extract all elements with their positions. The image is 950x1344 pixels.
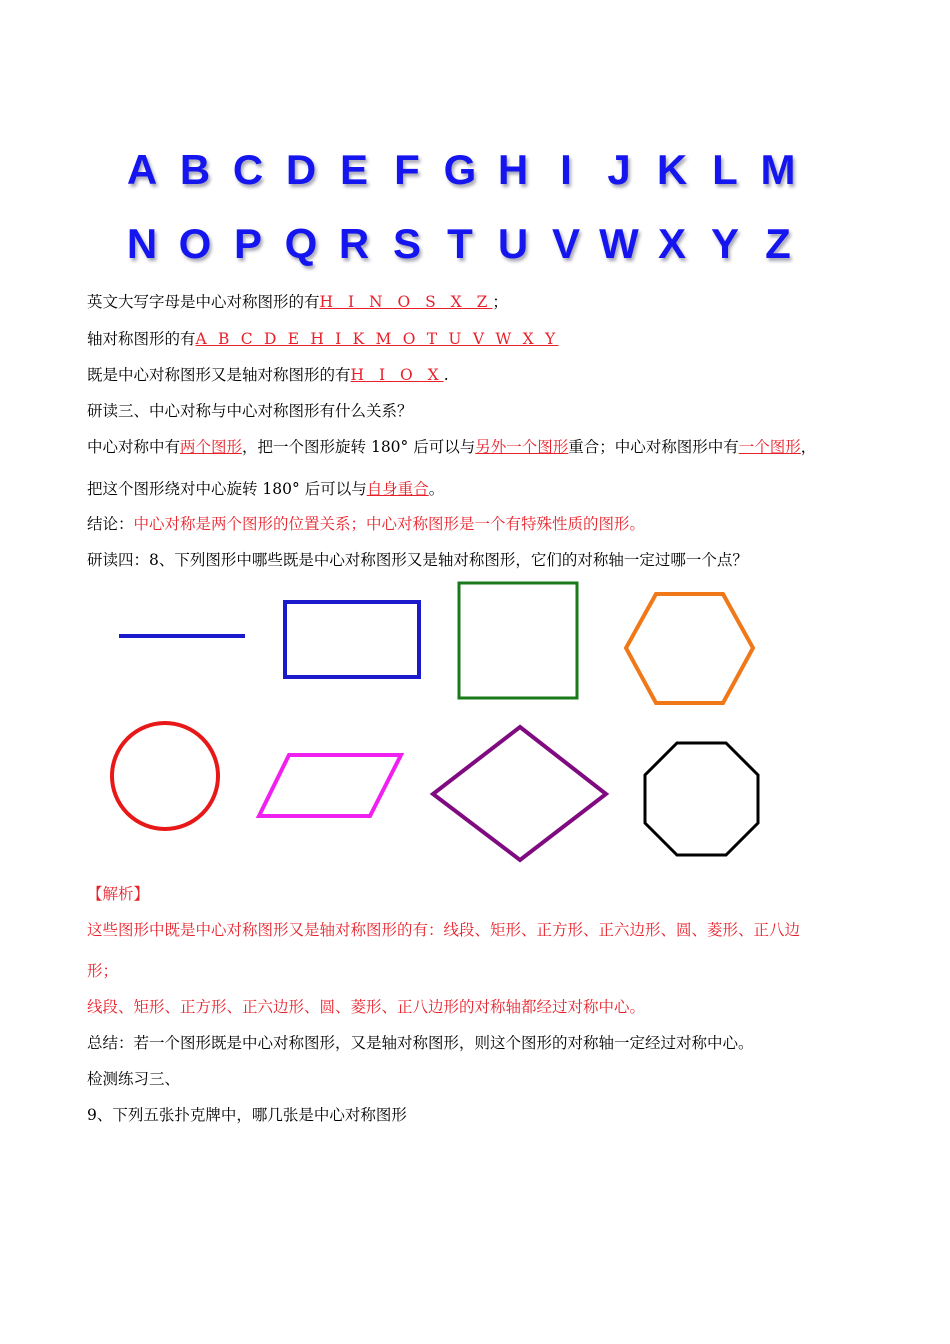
- s3l1-a3: 一个图形: [738, 438, 801, 456]
- study3-title: 研读三、中心对称与中心对称图形有什么关系？: [87, 402, 413, 420]
- s3l1-t1: 中心对称中有: [87, 438, 181, 456]
- letter-V: V: [551, 220, 580, 267]
- letter-D: D: [285, 146, 317, 193]
- letter-G: G: [443, 146, 477, 193]
- letter-A: A: [126, 146, 158, 193]
- circle-shape: [112, 723, 218, 829]
- letter-Q: Q: [284, 220, 318, 267]
- square-shape: [459, 583, 577, 698]
- letter-R: R: [338, 220, 370, 267]
- letter-K: K: [656, 146, 688, 193]
- letter-I: I: [560, 146, 572, 193]
- letter-C: C: [232, 146, 264, 193]
- letter-O: O: [178, 220, 212, 267]
- letter-N: N: [126, 220, 158, 267]
- letter-U: U: [497, 220, 529, 267]
- s3l1-t2: ，把一个图形旋转 180° 后可以与: [242, 438, 476, 456]
- rectangle-shape: [285, 602, 419, 677]
- summary: 总结：若一个图形既是中心对称图形，又是轴对称图形，则这个图形的对称轴一定经过对称中心。: [87, 1034, 754, 1052]
- para1-answer: H I N O S X Z: [319, 293, 493, 311]
- study4-title: 研读四：8、下列图形中哪些既是中心对称图形又是轴对称图形，它们的对称轴一定过哪一个点？: [87, 551, 748, 569]
- letter-M: M: [760, 146, 796, 193]
- letter-Z: Z: [765, 220, 791, 267]
- practice3-title: 检测练习三、: [87, 1070, 181, 1088]
- s3l2-a1: 自身重合: [366, 480, 429, 498]
- s3l1-a1: 两个图形: [180, 438, 243, 456]
- letter-J: J: [607, 146, 631, 193]
- s3l1-a2: 另外一个图形: [475, 438, 569, 456]
- s3l2-t2: 。: [428, 480, 445, 498]
- para3-prefix: 既是中心对称图形又是轴对称图形的有: [87, 366, 351, 384]
- analysis-line2: 形；: [87, 962, 119, 980]
- para2-answer: A B C D E H I K M O T U V W X Y: [195, 330, 559, 348]
- analysis-label: 【解析】: [87, 885, 150, 903]
- analysis-line1: 这些图形中既是中心对称图形又是轴对称图形的有：线段、矩形、正方形、正六边形、圆、菱形、正八边: [87, 921, 801, 939]
- s3l1-t4: ，: [800, 438, 817, 456]
- analysis-line3: 线段、矩形、正方形、正六边形、圆、菱形、正八边形的对称轴都经过对称中心。: [87, 998, 646, 1016]
- letter-B: B: [179, 146, 211, 193]
- para2-prefix: 轴对称图形的有: [87, 330, 196, 348]
- letter-S: S: [392, 220, 421, 267]
- letter-P: P: [233, 220, 262, 267]
- letter-F: F: [394, 146, 420, 193]
- letter-Y: Y: [710, 220, 739, 267]
- letter-L: L: [712, 146, 738, 193]
- octagon-shape: [645, 743, 758, 855]
- letter-W: W: [599, 220, 639, 267]
- letter-X: X: [657, 220, 686, 267]
- para3-suffix: .: [443, 366, 449, 384]
- parallelogram-shape: [259, 755, 401, 816]
- hexagon-shape: [626, 594, 753, 703]
- s3l1-t3: 重合；中心对称图形中有: [568, 438, 739, 456]
- rhombus-shape: [433, 727, 606, 860]
- letter-H: H: [497, 146, 529, 193]
- conclusion-text: 中心对称是两个图形的位置关系；中心对称图形是一个有特殊性质的图形。: [133, 515, 646, 533]
- para1-suffix: ；: [492, 293, 508, 311]
- conclusion-label: 结论：: [87, 515, 134, 533]
- s3l2-t1: 把这个图形绕对中心旋转 180° 后可以与: [87, 480, 367, 498]
- para3-answer: H I O X: [350, 366, 444, 384]
- letter-E: E: [339, 146, 368, 193]
- letter-T: T: [447, 220, 473, 267]
- question9: 9、下列五张扑克牌中，哪几张是中心对称图形: [87, 1106, 407, 1124]
- para1-prefix: 英文大写字母是中心对称图形的有: [87, 293, 320, 311]
